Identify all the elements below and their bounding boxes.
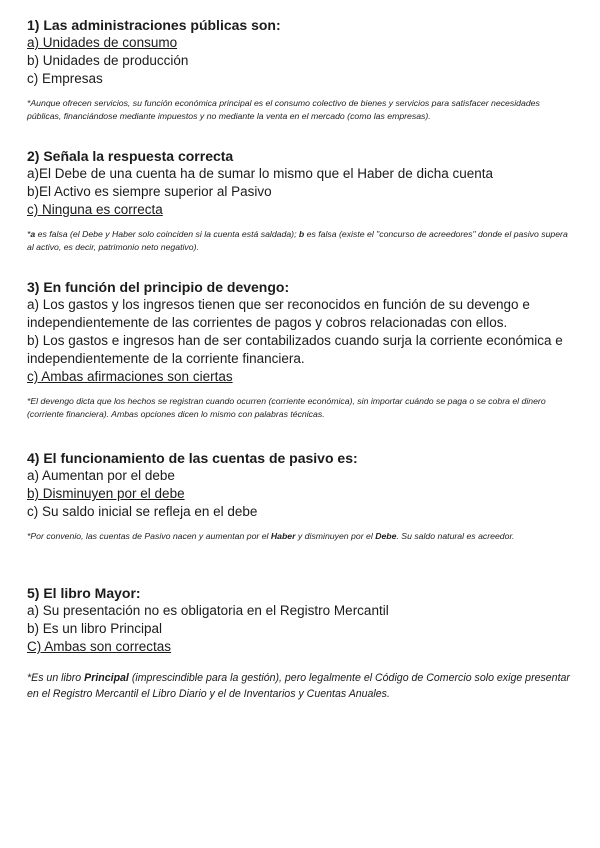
correct-answer: b) Disminuyen por el debe: [27, 486, 185, 501]
question-5: [27, 584, 573, 702]
question-4-option-a: a) Aumentan por el debe: [27, 468, 175, 483]
question-2-title: 2) Señala la respuesta correcta: [27, 148, 234, 164]
question-5-title: 5) El libro Mayor:: [27, 585, 141, 601]
question-3: [27, 278, 573, 421]
question-4-option-b: [27, 485, 573, 503]
question-1-option-c: c) Empresas: [27, 71, 103, 86]
question-5-note: *Es un libro Principal (imprescindible para la gestión), pero legalmente el Código de Comercio solo exige presentar en el Registro Mercantil el Libro Diario y el de Inventarios y Cuentas Anuales.: [27, 672, 570, 700]
question-3-title: 3) En función del principio de devengo:: [27, 279, 290, 295]
question-5-option-c: [27, 638, 573, 656]
question-5-option-b: b) Es un libro Principal: [27, 621, 163, 636]
question-1-option-b: b) Unidades de producción: [27, 53, 189, 68]
question-1-option-a: [27, 34, 573, 52]
correct-answer: c) Ninguna es correcta: [27, 202, 163, 217]
question-5-option-a: a) Su presentación no es obligatoria en el Registro Mercantil: [27, 603, 389, 618]
question-3-option-a: a) Los gastos y los ingresos tienen que ser reconocidos en función de su devengo e independientemente de las corrientes de pagos y cobros relacionadas con ellos.: [27, 297, 530, 330]
correct-answer: C) Ambas son correctas: [27, 639, 172, 654]
question-2-option-c: [27, 201, 573, 219]
question-1: [27, 16, 573, 123]
correct-answer: a) Unidades de consumo: [27, 35, 178, 50]
correct-answer: c) Ambas afirmaciones son ciertas: [27, 369, 233, 384]
question-2-option-a: a)El Debe de una cuenta ha de sumar lo mismo que el Haber de dicha cuenta: [27, 166, 494, 181]
question-2: [27, 147, 573, 254]
question-4: [27, 449, 573, 543]
question-1-note: *Aunque ofrecen servicios, su función económica principal es el consumo colectivo de bienes y servicios para satisfacer necesidades públicas, financiándose mediante impuestos y no mediante la venta en el mercado (como las empresas).: [27, 98, 540, 121]
question-3-option-c: [27, 368, 573, 386]
question-4-note: *Por convenio, las cuentas de Pasivo nacen y aumentan por el Haber y disminuyen por el Debe. Su saldo natural es acreedor.: [27, 531, 515, 541]
question-4-option-c: c) Su saldo inicial se refleja en el debe: [27, 504, 258, 519]
question-1-title: 1) Las administraciones públicas son:: [27, 17, 281, 33]
question-3-option-b: b) Los gastos e ingresos han de ser contabilizados cuando surja la corriente económica e independientemente de la corriente financiera.: [27, 333, 563, 366]
question-3-note: *El devengo dicta que los hechos se registran cuando ocurren (corriente económica), sin importar cuándo se paga o se cobra el dinero (corriente financiera). Ambas opciones dicen lo mismo con palabras técnicas.: [27, 396, 546, 419]
question-2-note: *a es falsa (el Debe y Haber solo coinciden si la cuenta está saldada); b es falsa (existe el "concurso de acreedores" donde el pasivo supera al activo, es decir, patrimonio neto negativo).: [27, 229, 568, 252]
question-2-option-b: b)El Activo es siempre superior al Pasivo: [27, 184, 272, 199]
question-4-title: 4) El funcionamiento de las cuentas de pasivo es:: [27, 450, 358, 466]
